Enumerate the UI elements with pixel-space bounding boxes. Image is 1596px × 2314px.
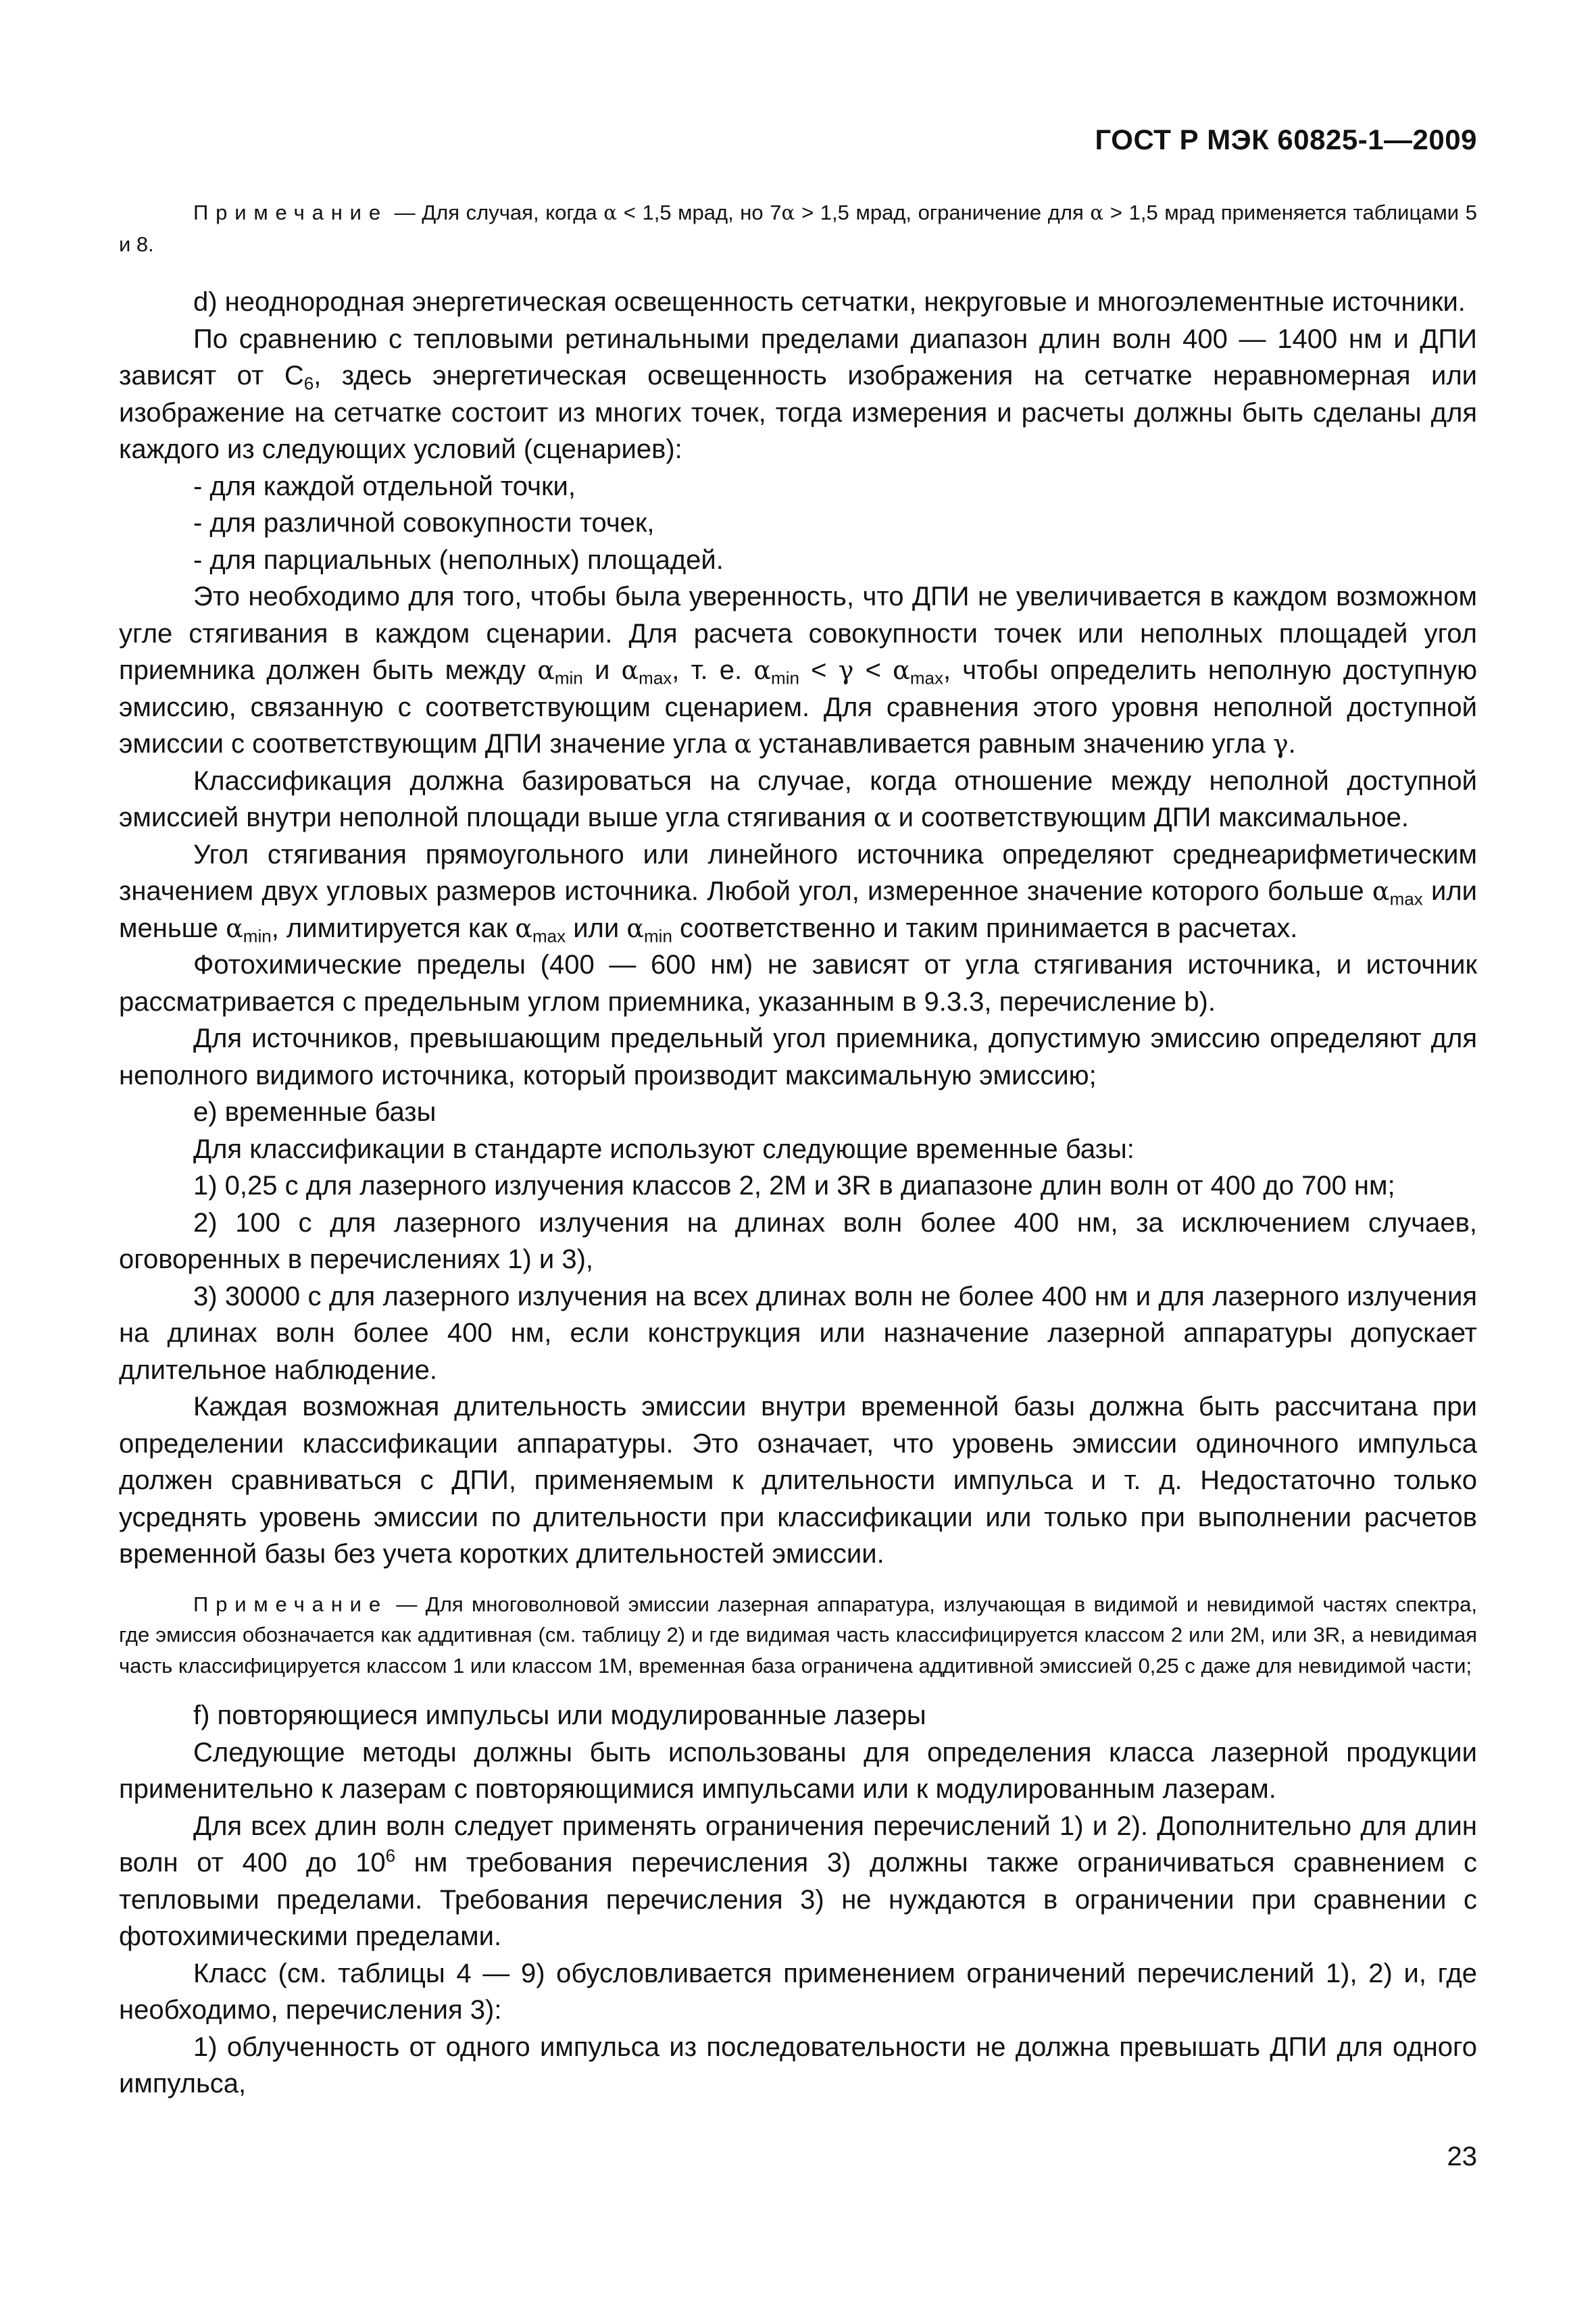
- page-header: ГОСТ Р МЭК 60825-1—2009: [1095, 124, 1477, 155]
- list-item: 3) 30000 с для лазерного излучения на всех длинах волн не более 400 нм и для лазерного излучения на длинах волн более 400 нм, если конструкция или назначение лазерной аппаратуры допускает длительное наблюдение.: [119, 1281, 1477, 1385]
- section-d-paragraph-2: Это необходимо для того, чтобы была уверенность, что ДПИ не увеличивается в каждом возможном угле стягивания в каждом сценарии. Для расчета совокупности точек или неполных площадей угол приемника должен быть между $\alpha_{min}$ и $\alpha_{max}$, т. е. $\alpha_{min} < \gamma < \alpha_{max}$, чтобы определить неполную доступную эмиссию, связанную с соответствующим сценарием. Для сравнения этого уровня неполной доступной эмиссии с соответствующим ДПИ значение угла α устанавливается равным значению угла γ.: [119, 582, 1477, 759]
- section-d-paragraph-6: Для источников, превышающим предельный угол приемника, допустимую эмиссию определяют для неполного видимого источника, который производит максимальную эмиссию;: [119, 1024, 1477, 1090]
- list-item: 2) 100 с для лазерного излучения на длинах волн более 400 нм, за исключением случаев, оговоренных в перечислениях 1) и 3),: [119, 1207, 1477, 1274]
- list-item: - для каждой отдельной точки,: [193, 471, 576, 501]
- section-d-title: d) неоднородная энергетическая освещенность сетчатки, некруговые и многоэлементные источники.: [193, 287, 1466, 317]
- note-1: Примечание — Для случая, когда α < 1,5 мрад, но 7α > 1,5 мрад, ограничение для α > 1,5 мрад применяется таблицами 5 и 8.: [119, 201, 1477, 256]
- section-f-paragraph-4: 1) облученность от одного импульса из последовательности не должна превышать ДПИ для одного импульса,: [119, 2032, 1477, 2098]
- list-item: 1) 0,25 с для лазерного излучения классов 2, 2М и 3R в диапазоне длин волн от 400 до 700 нм;: [193, 1171, 1395, 1201]
- section-f-paragraph-2: Для всех длин волн следует применять ограничения перечислений 1) и 2). Дополнительно для длин волн от 400 до $10^6$ нм требования перечисления 3) должны также ограничиваться сравнением с тепловыми пределами. Требования перечисления 3) не нуждаются в ограничении при сравнении с фотохимическими пределами.: [119, 1811, 1477, 1951]
- page-number: 23: [1447, 2142, 1477, 2171]
- list-item: - для различной совокупности точек,: [193, 508, 655, 538]
- note-2-label: Примечание: [193, 1592, 388, 1616]
- section-d-paragraph-5: Фотохимические пределы (400 — 600 нм) не зависят от угла стягивания источника, и источник рассматривается с предельным углом приемника, указанным в 9.3.3, перечисление b).: [119, 950, 1477, 1017]
- section-e-title: е) временные базы: [193, 1097, 437, 1127]
- section-f-paragraph-3: Класс (см. таблицы 4 — 9) обусловливается применением ограничений перечислений 1), 2) и, где необходимо, перечисления 3):: [119, 1958, 1477, 2025]
- section-d-paragraph-4: Угол стягивания прямоугольного или линейного источника определяют среднеарифметическим значением двух угловых размеров источника. Любой угол, измеренное значение которого больше $\alpha_{max}$ или меньше $\alpha_{min}$, лимитируется как $\alpha_{max}$ или $\alpha_{min}$ соответственно и таким принимается в расчетах.: [119, 839, 1478, 946]
- section-f-paragraph-1: Следующие методы должны быть использованы для определения класса лазерной продукции применительно к лазерам с повторяющимися импульсами или к модулированным лазерам.: [119, 1737, 1477, 1804]
- section-f-title: f) повторяющиеся импульсы или модулированные лазеры: [193, 1701, 926, 1730]
- section-d-paragraph-3: Классификация должна базироваться на случае, когда отношение между неполной доступной эмиссией внутри неполной площади выше угла стягивания α и соответствующим ДПИ максимальное.: [119, 765, 1477, 832]
- note-2: Примечание — Для многоволновой эмиссии лазерная аппаратура, излучающая в видимой и невидимой частях спектра, где эмиссия обозначается как аддитивная (см. таблицу 2) и где видимая часть классифицируется классом 2 или 2М, или 3R, а невидимая часть классифицируется классом 1 или классом 1М, временная база ограничена аддитивной эмиссией 0,25 с даже для невидимой части;: [119, 1592, 1477, 1678]
- page-content: [119, 197, 1477, 2103]
- section-e-intro: Для классификации в стандарте используют следующие временные базы:: [193, 1134, 1134, 1164]
- section-d-paragraph-1: По сравнению с тепловыми ретинальными пределами диапазон длин волн 400 — 1400 нм и ДПИ зависят от $C_6$, здесь энергетическая освещенность изображения на сетчатке неравномерная или изображение на сетчатке состоит из многих точек, тогда измерения и расчеты должны быть сделаны для каждого из следующих условий (сценариев):: [119, 324, 1478, 464]
- section-e-paragraph: Каждая возможная длительность эмиссии внутри временной базы должна быть рассчитана при определении классификации аппаратуры. Это означает, что уровень эмиссии одиночного импульса должен сравниваться с ДПИ, применяемым к длительности импульса и т. д. Недостаточно только усреднять уровень эмиссии по длительности при классификации или только при выполнении расчетов временной базы без учета коротких длительностей эмиссии.: [119, 1392, 1477, 1569]
- list-item: - для парциальных (неполных) площадей.: [193, 545, 724, 575]
- note-1-label: Примечание: [193, 201, 388, 224]
